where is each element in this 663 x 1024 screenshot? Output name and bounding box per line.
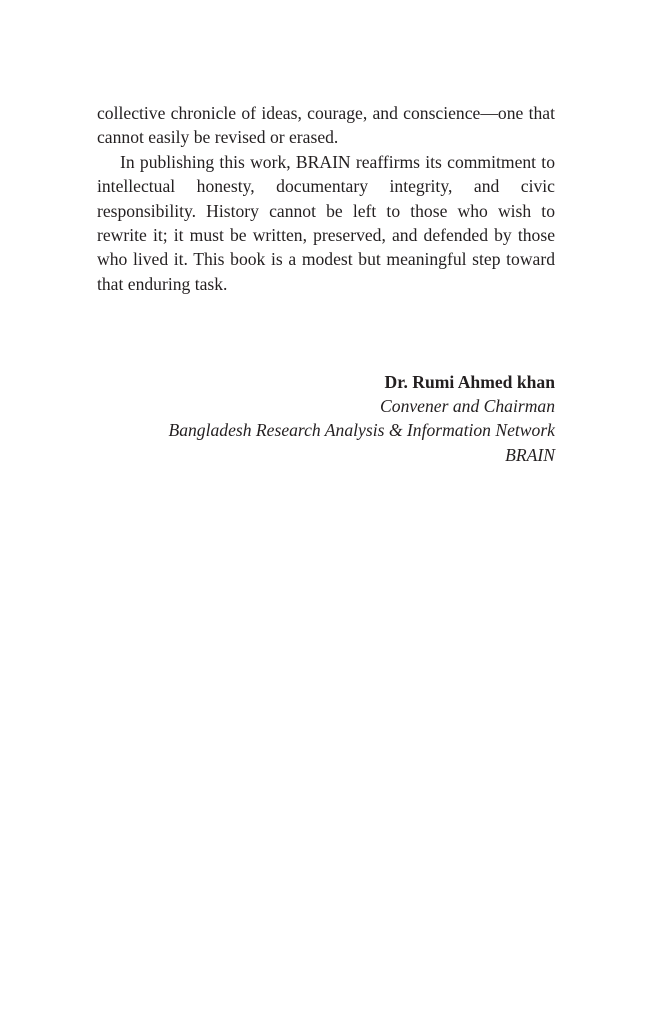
body-text — [97, 101, 555, 296]
signatory-name: Dr. Rumi Ahmed khan — [384, 372, 555, 392]
paragraph-commitment: In publishing this work, BRAIN reaffirms its commitment to intellectual honesty, documentary integrity, and civic responsibility. History cannot be left to those who wish to rewrite it; it must be written, preserved, and defended by those who lived it. This book is a modest but meaningful step toward that enduring task. — [97, 151, 555, 294]
organization-acronym: BRAIN — [505, 444, 555, 465]
organization-name: Bangladesh Research Analysis & Information Network — [168, 420, 555, 441]
signature-block — [85, 370, 555, 467]
signatory-title: Convener and Chairman — [380, 396, 555, 417]
paragraph-continuation: collective chronicle of ideas, courage, and conscience—one that cannot easily be revised or erased. — [97, 103, 555, 148]
